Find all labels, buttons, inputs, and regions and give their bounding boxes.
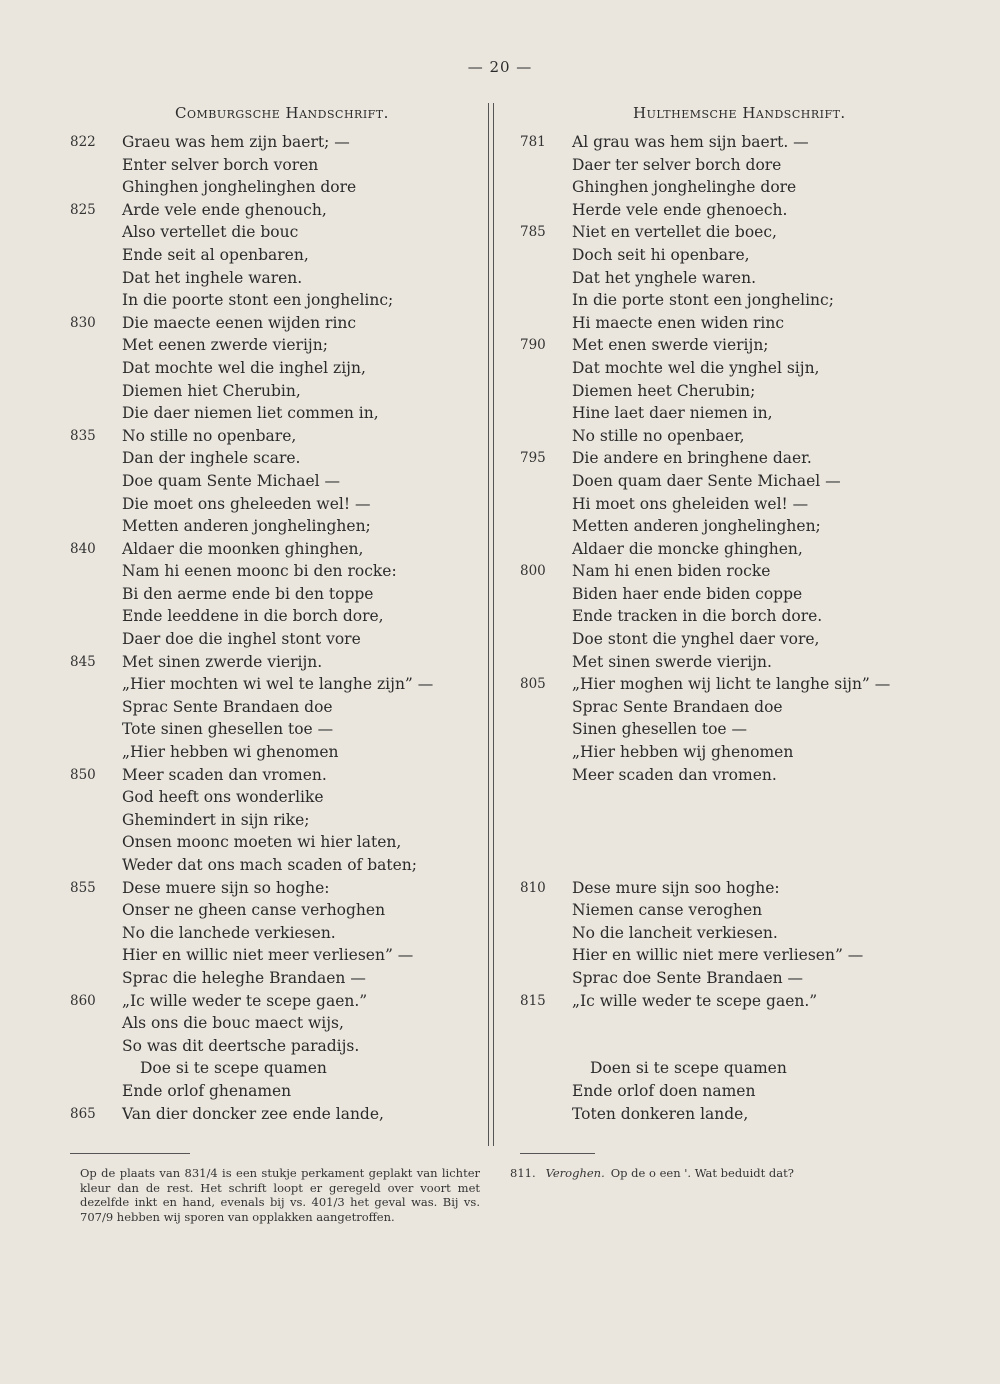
verse-line xyxy=(70,990,510,1013)
verse-line xyxy=(70,1080,510,1103)
verse-text: Dan der inghele scare. xyxy=(122,449,301,468)
verse-text: Doe quam Sente Michael — xyxy=(122,471,341,490)
verse-text: Daer doe die inghel stont vore xyxy=(122,630,361,649)
verse-line xyxy=(70,809,510,832)
verse-line xyxy=(70,380,510,403)
verse-line xyxy=(70,1035,510,1058)
verse-text: „Hier moghen wij licht te langhe sijn” — xyxy=(572,675,891,694)
verse-text: Biden haer ende biden coppe xyxy=(572,584,803,603)
verse-text: Metten anderen jonghelinghen; xyxy=(572,517,821,536)
verse-line xyxy=(70,696,510,719)
verse-line xyxy=(70,357,510,380)
verse-text: „Hier mochten wi wel te langhe zijn” — xyxy=(122,675,434,694)
verse-number: 805 xyxy=(520,676,546,693)
verse-line xyxy=(520,696,960,719)
verse-line xyxy=(520,447,960,470)
verse-line xyxy=(520,809,960,832)
verse-line xyxy=(70,651,510,674)
verse-line xyxy=(520,199,960,222)
verse-text: Weder dat ons mach scaden of baten; xyxy=(122,856,417,874)
verse-line xyxy=(520,515,960,538)
verse-text: Doen quam daer Sente Michael — xyxy=(572,471,841,490)
verse-line xyxy=(520,1103,960,1126)
verse-number: 840 xyxy=(70,540,96,557)
verse-text: Also vertellet die bouc xyxy=(122,223,299,242)
verse-line xyxy=(520,1035,960,1058)
verse-text: Metten anderen jonghelinghen; xyxy=(122,517,371,536)
footnote-right xyxy=(510,1166,910,1181)
verse-text: Ende orlof doen namen xyxy=(572,1081,756,1100)
right-verse-column xyxy=(520,131,960,1125)
verse-line xyxy=(520,176,960,199)
verse-line xyxy=(70,1057,510,1080)
verse-line xyxy=(70,944,510,967)
verse-number: 822 xyxy=(70,134,96,150)
verse-text: Graeu was hem zijn baert; — xyxy=(122,133,350,151)
verse-line xyxy=(70,131,510,154)
verse-line xyxy=(520,334,960,357)
verse-line xyxy=(520,741,960,764)
verse-text: Sprac Sente Brandaen doe xyxy=(122,697,333,716)
verse-number: 845 xyxy=(70,653,96,670)
verse-number: 785 xyxy=(520,224,546,241)
verse-text: „Ic wille weder te scepe gaen.” xyxy=(122,991,368,1010)
verse-line xyxy=(520,673,960,696)
footnote-term: Veroghen. xyxy=(545,1166,605,1180)
verse-line xyxy=(70,447,510,470)
right-column-heading: Hulthemsche Handschrift. xyxy=(633,104,846,122)
verse-text: Die moet ons gheleeden wel! — xyxy=(122,494,371,513)
verse-line xyxy=(520,877,960,900)
verse-line xyxy=(520,854,960,877)
verse-line xyxy=(520,628,960,651)
verse-line xyxy=(520,312,960,335)
verse-number: 800 xyxy=(520,563,546,580)
verse-line xyxy=(520,651,960,674)
verse-text: Hi moet ons gheleiden wel! — xyxy=(572,494,809,513)
verse-line xyxy=(520,357,960,380)
verse-line xyxy=(520,1080,960,1103)
verse-text: Doe si te scepe quamen xyxy=(140,1059,327,1078)
verse-text: Toten donkeren lande, xyxy=(572,1104,749,1123)
verse-line xyxy=(520,244,960,267)
verse-text: Ghinghen jonghelinghe dore xyxy=(572,178,797,197)
verse-line xyxy=(520,899,960,922)
verse-line xyxy=(70,877,510,900)
verse-text: Die daer niemen liet commen in, xyxy=(122,404,379,423)
verse-text: Onser ne gheen canse verhoghen xyxy=(122,901,386,920)
verse-number: 835 xyxy=(70,427,96,444)
verse-line xyxy=(70,470,510,493)
verse-text: Ghinghen jonghelinghen dore xyxy=(122,178,357,197)
verse-text: Ende leeddene in die borch dore, xyxy=(122,607,384,626)
verse-line xyxy=(70,1012,510,1035)
verse-text: Dese mure sijn soo hoghe: xyxy=(572,878,780,897)
verse-text: Aldaer die moonken ghinghen, xyxy=(122,539,364,558)
verse-line xyxy=(70,605,510,628)
verse-text: Met sinen zwerde vierijn. xyxy=(122,652,323,671)
verse-text: Tote sinen ghesellen toe — xyxy=(122,720,334,739)
verse-line xyxy=(70,154,510,177)
verse-text: No stille no openbare, xyxy=(122,426,297,445)
verse-line xyxy=(520,131,960,154)
verse-line xyxy=(520,380,960,403)
verse-line xyxy=(520,990,960,1013)
verse-text: Doe stont die ynghel daer vore, xyxy=(572,630,820,649)
verse-line xyxy=(70,267,510,290)
verse-text: Ghemindert in sijn rike; xyxy=(122,810,310,829)
verse-text: „Hier hebben wij ghenomen xyxy=(572,743,794,762)
verse-text: Enter selver borch voren xyxy=(122,155,319,174)
verse-line xyxy=(70,312,510,335)
verse-text: Hine laet daer niemen in, xyxy=(572,404,773,423)
verse-line xyxy=(520,470,960,493)
verse-line xyxy=(520,1057,960,1080)
left-column-heading: Comburgsche Handschrift. xyxy=(175,104,389,122)
verse-text: Dat het inghele waren. xyxy=(122,268,303,287)
verse-line xyxy=(520,154,960,177)
verse-text: Nam hi eenen moonc bi den rocke: xyxy=(122,562,397,581)
footnote-rule xyxy=(70,1153,190,1154)
verse-text: Sprac die heleghe Brandaen — xyxy=(122,968,366,987)
verse-line xyxy=(70,741,510,764)
verse-number: 830 xyxy=(70,314,96,331)
verse-line xyxy=(520,493,960,516)
verse-text: Sprac Sente Brandaen doe xyxy=(572,697,783,716)
verse-text: Ende orlof ghenamen xyxy=(122,1081,292,1100)
verse-number: 810 xyxy=(520,879,546,896)
verse-line xyxy=(70,221,510,244)
verse-text: Dat het ynghele waren. xyxy=(572,268,757,287)
verse-text: Van dier doncker zee ende lande, xyxy=(122,1104,384,1123)
verse-text: Bi den aerme ende bi den toppe xyxy=(122,584,374,603)
verse-line xyxy=(70,628,510,651)
verse-line xyxy=(520,605,960,628)
verse-number: 850 xyxy=(70,766,96,783)
verse-line xyxy=(70,718,510,741)
verse-line xyxy=(520,583,960,606)
verse-line xyxy=(520,402,960,425)
verse-text: Dat mochte wel die inghel zijn, xyxy=(122,358,366,377)
verse-text: God heeft ons wonderlike xyxy=(122,788,324,807)
verse-line xyxy=(520,831,960,854)
verse-line xyxy=(520,560,960,583)
verse-line xyxy=(520,944,960,967)
verse-text: Onsen moonc moeten wi hier laten, xyxy=(122,833,402,852)
verse-text: Niet en vertellet die boec, xyxy=(572,223,777,242)
verse-number: 855 xyxy=(70,879,96,896)
verse-text: Daer ter selver borch dore xyxy=(572,155,782,174)
verse-text: Al grau was hem sijn baert. — xyxy=(572,133,809,151)
verse-line xyxy=(520,718,960,741)
verse-text: „Hier hebben wi ghenomen xyxy=(122,743,339,762)
verse-text: Hier en willic niet meer verliesen” — xyxy=(122,946,414,965)
verse-line xyxy=(70,199,510,222)
verse-line xyxy=(520,425,960,448)
verse-number: 825 xyxy=(70,201,96,218)
verse-text: No stille no openbaer, xyxy=(572,426,745,445)
footnote-reference: 811. xyxy=(510,1166,536,1180)
verse-line xyxy=(70,515,510,538)
verse-line xyxy=(70,244,510,267)
verse-text: Nam hi enen biden rocke xyxy=(572,562,771,581)
verse-text: Als ons die bouc maect wijs, xyxy=(122,1014,344,1033)
verse-line xyxy=(70,334,510,357)
verse-line xyxy=(70,967,510,990)
verse-text: Doch seit hi openbare, xyxy=(572,245,750,264)
verse-text: Sinen ghesellen toe — xyxy=(572,720,748,739)
verse-text: Aldaer die moncke ghinghen, xyxy=(572,539,803,558)
verse-line xyxy=(70,1103,510,1126)
verse-line xyxy=(520,1012,960,1035)
verse-text: Hier en willic niet mere verliesen” — xyxy=(572,946,864,965)
verse-line xyxy=(70,764,510,787)
footnote-left: Op de plaats van 831/4 is een stukje perkament geplakt van lichter kleur dan de rest. Het schrift loopt er geregeld over voort met dezelfde inkt en hand, evenals bij vs. 401/3 het geval was. Bij vs. 707/9 hebben wij sporen van opplakken aangetroffen. xyxy=(80,1166,480,1224)
verse-line xyxy=(70,176,510,199)
verse-line xyxy=(520,267,960,290)
verse-text: Dese muere sijn so hoghe: xyxy=(122,878,330,897)
verse-line xyxy=(70,289,510,312)
verse-text: Ende seit al openbaren, xyxy=(122,245,309,264)
verse-line xyxy=(520,289,960,312)
verse-text: Diemen heet Cherubin; xyxy=(572,381,756,400)
verse-number: 790 xyxy=(520,337,546,354)
footnote-text: Op de o een '. Wat beduidt dat? xyxy=(610,1166,794,1180)
verse-line xyxy=(520,764,960,787)
verse-text: No die lancheit verkiesen. xyxy=(572,923,778,942)
verse-number: 795 xyxy=(520,450,546,467)
page-number: — 20 — xyxy=(467,58,533,76)
verse-text: Ende tracken in die borch dore. xyxy=(572,607,823,626)
verse-number: 781 xyxy=(520,134,546,150)
verse-number: 815 xyxy=(520,992,546,1009)
verse-line xyxy=(520,538,960,561)
verse-text: Met enen swerde vierijn; xyxy=(572,336,769,355)
verse-text: Diemen hiet Cherubin, xyxy=(122,381,301,400)
verse-line xyxy=(70,493,510,516)
verse-line xyxy=(70,583,510,606)
verse-text: Die andere en bringhene daer. xyxy=(572,449,812,468)
verse-line xyxy=(70,425,510,448)
verse-text: Sprac doe Sente Brandaen — xyxy=(572,968,804,987)
verse-text: Niemen canse veroghen xyxy=(572,901,763,920)
verse-text: So was dit deertsche paradijs. xyxy=(122,1036,360,1055)
footnote-rule xyxy=(520,1153,595,1154)
verse-line xyxy=(520,967,960,990)
verse-line xyxy=(520,786,960,809)
verse-line xyxy=(70,899,510,922)
verse-line xyxy=(70,922,510,945)
verse-number: 860 xyxy=(70,992,96,1009)
verse-line xyxy=(70,402,510,425)
verse-text: Met eenen zwerde vierijn; xyxy=(122,336,328,355)
verse-text: Met sinen swerde vierijn. xyxy=(572,652,772,671)
verse-text: Hi maecte enen widen rinc xyxy=(572,313,785,332)
verse-line xyxy=(70,831,510,854)
verse-text: Arde vele ende ghenouch, xyxy=(122,200,327,219)
verse-line xyxy=(520,922,960,945)
verse-text: Herde vele ende ghenoech. xyxy=(572,200,788,219)
verse-text: Doen si te scepe quamen xyxy=(590,1059,787,1078)
verse-text: No die lanchede verkiesen. xyxy=(122,923,336,942)
verse-number: 865 xyxy=(70,1105,96,1122)
verse-line xyxy=(70,786,510,809)
verse-text: Meer scaden dan vromen. xyxy=(572,765,777,784)
verse-text: „Ic wille weder te scepe gaen.” xyxy=(572,991,818,1010)
verse-line xyxy=(70,538,510,561)
verse-line xyxy=(520,221,960,244)
verse-line xyxy=(70,560,510,583)
verse-text: Meer scaden dan vromen. xyxy=(122,765,327,784)
verse-line xyxy=(70,673,510,696)
verse-text: Dat mochte wel die ynghel sijn, xyxy=(572,358,820,377)
verse-text: In die porte stont een jonghelinc; xyxy=(572,291,834,310)
verse-text: In die poorte stont een jonghelinc; xyxy=(122,291,394,310)
verse-line xyxy=(70,854,510,877)
verse-text: Die maecte eenen wijden rinc xyxy=(122,313,357,332)
left-verse-column xyxy=(70,131,510,1125)
